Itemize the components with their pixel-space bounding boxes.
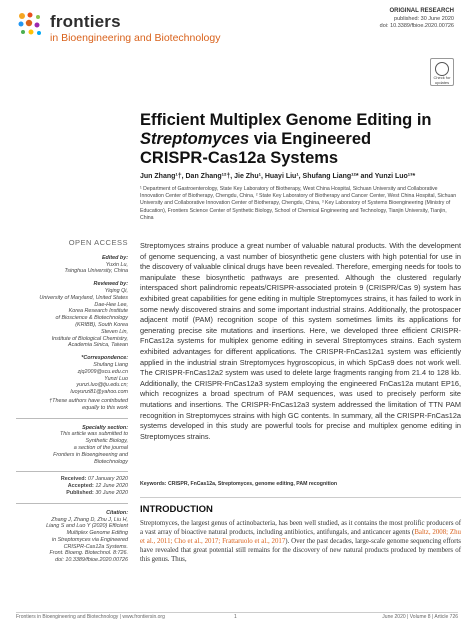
sidebar-divider: [16, 503, 128, 504]
correspondence-line: Yunzi Luo: [104, 375, 128, 382]
email-link[interactable]: zjq2009@scu.edu.cn: [77, 368, 128, 375]
reviewer-line: Academia Sinica, Taiwan: [67, 342, 128, 349]
reviewer-line: Steven Lin,: [101, 328, 128, 335]
specialty-line: Biotechnology: [94, 458, 128, 465]
abstract: Streptomyces strains produce a great number of valuable natural products. With the development of genome sequencing, a vast number of biosynthetic gene clusters with high potential for use in the discovery of valuable clinical drugs have been revealed. Therefore, emerging needs for tools to manipulate these biosynthetic pathways are presented. Although the clustered regularly interspaced short palindromic repeats/CRISPR-associated protein 9 (CRISPR/Cas 9) system has exhibited great capabilities for gene editing in multiple Streptomyces strains, it has failed to work in some newly discovered strains and some important industrial strains. Additionally, the protospacer adjacent motif (PAM) recognition scope of this system sometimes limits its applications for generating precise site mutations and insertions. Here, we developed three efficient CRISPR-FnCas12a systems for multiplex genome editing in several Streptomyces strains. Each system exhibited advantages for different applications. The CRISPR-FnCas12a1 system was efficiently applied in the industrial strain Streptomyces hygroscopicus, in which SpCas9 does not work well. The CRISPR-FnCas12a2 system was used to delete large fragments ranging from 21.4 to 128 kb. Additionally, the CRISPR-FnCas12a3 system employing the engineered FnCas12a mutant EP16, which recognizes a broad spectrum of PAM sequences, was used to precisely perform site mutations and insertions. The CRISPR-FnCas12a3 system addressed the limitation of TTN PAM recognition in Streptomyces strains with high GC contents. In summary, all the CRISPR-FnCas12a systems developed in this study are powerful tools for precise and multiplex genome editing in Streptomyces strains.: [140, 241, 461, 441]
section-divider: [140, 497, 461, 498]
keywords: Keywords: CRISPR, FnCas12a, Streptomyces, genome editing, PAM recognition: [140, 481, 338, 487]
sidebar: [16, 240, 128, 564]
citation-line: Liang S and Luo Y (2020) Efficient: [46, 523, 128, 530]
frontiers-logo-icon: [16, 10, 46, 40]
article-title: [140, 111, 460, 168]
check-updates-label: Check for updates: [433, 75, 451, 85]
citation-line: in Streptomyces via Engineered: [51, 536, 128, 543]
specialty-line: Frontiers in Bioengineering and: [53, 451, 128, 458]
specialty-line: Synthetic Biology,: [85, 438, 128, 445]
check-updates-badge[interactable]: [430, 58, 454, 86]
sidebar-divider: [16, 418, 128, 419]
journal-brand: frontiers: [50, 12, 121, 31]
reviewer-line: Institute of Biological Chemistry,: [51, 335, 128, 342]
citation-line: Zhang J, Zhang D, Zhu J, Liu H,: [51, 516, 128, 523]
editor-name: Yuxin Lu,: [105, 261, 128, 268]
title-line-3: CRISPR-Cas12a Systems: [140, 149, 339, 167]
editor-affiliation: Tsinghua University, China: [64, 268, 128, 275]
author-list: Jun Zhang¹†, Dan Zhang¹²†, Jie Zhu¹, Huayi Liu¹, Shufang Liang¹²* and Yunzi Luo¹³*: [140, 173, 416, 180]
page-number: 1: [234, 614, 237, 620]
article-meta: [380, 8, 454, 31]
article-type: ORIGINAL RESEARCH: [389, 8, 454, 14]
specialty-heading: Specialty section:: [82, 424, 128, 431]
published-date-sidebar: Published: 30 June 2020: [66, 489, 128, 496]
title-line-2: Streptomyces via Engineered: [140, 130, 372, 148]
journal-name: in Bioengineering and Biotechnology: [50, 32, 221, 44]
reviewer-line: Dae-Hee Lee,: [94, 301, 128, 308]
intro-text: Streptomyces, the largest genus of actinobacteria, has been well studied, as it contains the most prolific producers of a vast array of bioactive natural products, including antibiotics, antifungals, and anticancer agents (Baltz, 2008; Zhu et al., 2011; Cho et al., 2017; Frattaruolo et al., 2017). Over the past decades, large-scale genome sequencing efforts have revealed that great potential still remains for the discovery of new natural products produced by members of this genus. Thus,: [140, 520, 461, 563]
citation-line: CRISPR-Cas12a Systems.: [63, 543, 128, 550]
check-updates-icon: [435, 62, 449, 76]
citation-line: Front. Bioeng. Biotechnol. 8:726.: [49, 550, 128, 557]
intro-heading: INTRODUCTION: [140, 504, 213, 515]
equal-contribution-note: equally to this work: [82, 404, 128, 411]
sidebar-divider: [16, 471, 128, 472]
accepted-date: Accepted: 12 June 2020: [67, 483, 128, 490]
correspondence-heading: *Correspondence:: [81, 355, 128, 362]
email-link[interactable]: yunzi.luo@tju.edu.cn;: [76, 382, 128, 389]
edited-by-heading: Edited by:: [101, 254, 128, 261]
reviewer-line: University of Maryland, United States: [39, 294, 128, 301]
footer-volume: June 2020 | Volume 8 | Article 726: [382, 614, 458, 620]
reviewer-line: Korea Research Institute: [68, 308, 128, 315]
reviewer-line: Yiqing Qi,: [104, 287, 128, 294]
footer-journal[interactable]: Frontiers in Bioengineering and Biotechnology | www.frontiersin.org: [16, 614, 165, 620]
footer-divider: [16, 612, 458, 613]
open-access-label: OPEN ACCESS: [68, 238, 128, 247]
citation-link[interactable]: Baltz, 2008; Zhu et al., 2011; Cho et al., 2017; Frattaruolo et al., 2017: [140, 528, 461, 545]
citation-heading: Citation:: [106, 509, 128, 516]
reviewed-by-heading: Reviewed by:: [93, 281, 128, 288]
published-date: published: 30 June 2020: [394, 15, 454, 22]
received-date: Received: 07 January 2020: [60, 476, 128, 483]
specialty-line: This article was submitted to: [59, 431, 128, 438]
email-link[interactable]: luoyunzi81@yahoo.com: [70, 389, 128, 396]
citation-doi[interactable]: doi: 10.3389/fbioe.2020.00726: [55, 557, 128, 564]
reviewer-line: of Bioscience & Biotechnology: [55, 315, 128, 322]
doi[interactable]: doi: 10.3389/fbioe.2020.00726: [379, 23, 454, 29]
title-line-1: Efficient Multiplex Genome Editing in: [140, 111, 432, 129]
correspondence-line: Shufang Liang: [93, 361, 128, 368]
citation-line: Multiplex Genome Editing: [66, 530, 128, 537]
affiliations: ¹ Department of Gastroenterology, State Key Laboratory of Biotherapy, West China Hospital, Sichuan University and Collaborative Innovation Center of Biotherapy, Chengdu, China, ² State Key Laboratory of Biotherapy and Cancer Center, West China Hospital, Sichuan University and Collaborative Innovation Center of Biotherapy, Chengdu, China, ³ Key Laboratory of Systems Bioengineering (Ministry of Education), Frontiers Science Center of Synthetic Biology, School of Chemical Engineering and Technology, Tianjin University, Tianjin, China: [140, 186, 457, 221]
specialty-line: a section of the journal: [73, 444, 128, 451]
equal-contribution-note: †These authors have contributed: [49, 397, 128, 404]
reviewer-line: (KRIBB), South Korea: [75, 321, 128, 328]
